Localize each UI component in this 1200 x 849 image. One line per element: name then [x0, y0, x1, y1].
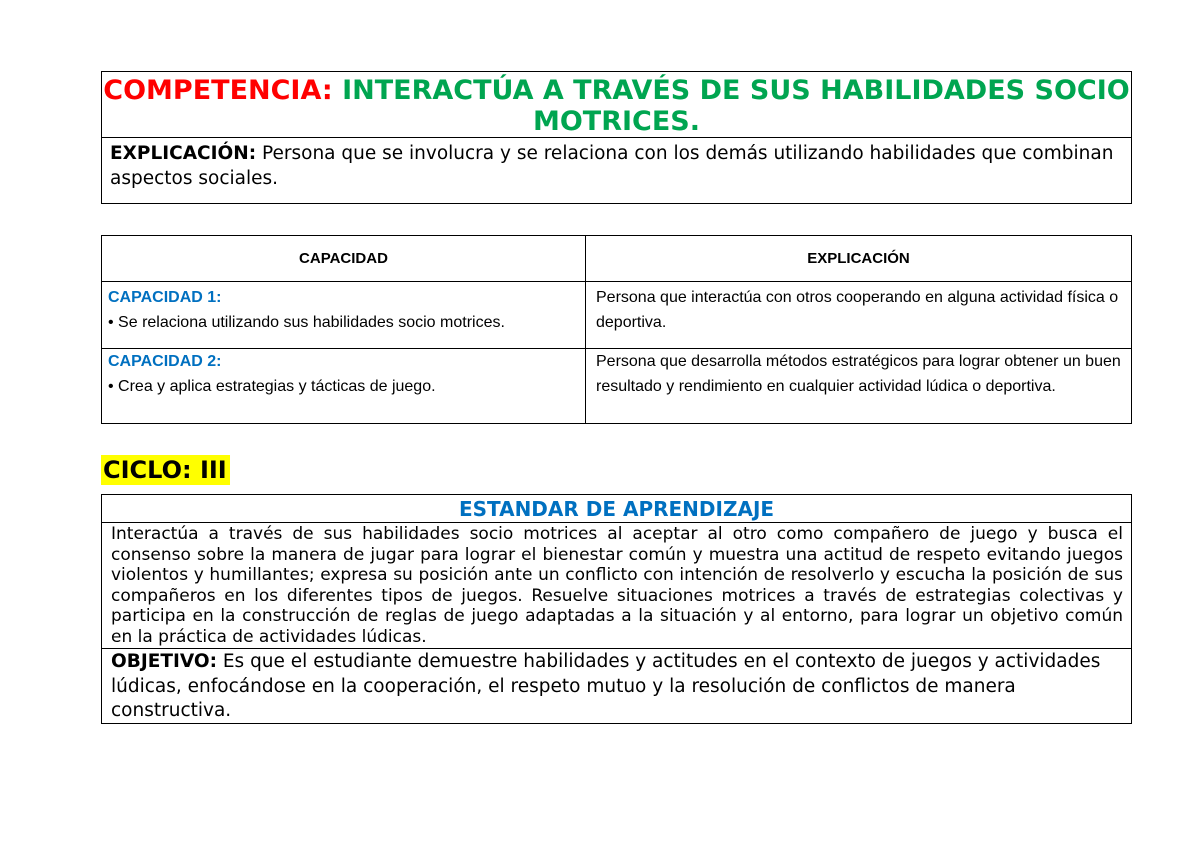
capacidad-title-2: CAPACIDAD 2:: [108, 353, 222, 370]
explicacion-label: EXPLICACIÓN:: [110, 143, 257, 164]
capacidad-cell-1: [102, 282, 586, 348]
estandar-text: Interactúa a través de sus habilidades socio motrices al aceptar al otro como compañero de juego y busca el consenso sobre la manera de jugar para lograr el bienestar común y muestra una actitud de respeto evitando juegos violentos y humillantes; expresa su posición ante un conflicto con intención de resolverlo y escucha la posición de sus compañeros en los diferentes tipos de juegos. Resuelve situaciones motrices a través de estrategias colectivas y participa en la construcción de reglas de juego adaptadas a la situación y al entorno, para lograr un objetivo común en la práctica de actividades lúdicas.: [102, 523, 1131, 649]
capacidades-table: [101, 235, 1132, 424]
capacidad-item-2: • Crea y aplica estrategias y tácticas de juego.: [108, 378, 436, 395]
capacidades-header-row: [102, 236, 1131, 282]
ciclo-label: CICLO: III: [101, 455, 230, 485]
competencia-title: INTERACTÚA A TRAVÉS DE SUS HABILIDADES SOCIO MOTRICES.: [342, 75, 1130, 137]
capacidad-title-1: CAPACIDAD 1:: [108, 289, 222, 306]
estandar-title: ESTANDAR DE APRENDIZAJE: [102, 495, 1131, 523]
competencia-explicacion: [102, 138, 1131, 203]
capacidad-explicacion-1: Persona que interactúa con otros cooperando en alguna actividad física o deportiva.: [596, 289, 1119, 331]
competencia-header: [102, 72, 1131, 138]
header-capacidad: CAPACIDAD: [102, 236, 586, 281]
objetivo-text: Es que el estudiante demuestre habilidades y actitudes en el contexto de juegos y actividades lúdicas, enfocándose en la cooperación, el respeto mutuo y la resolución de conflictos de manera constructiva.: [111, 651, 1101, 721]
competencia-table: [101, 71, 1132, 204]
competencia-label: COMPETENCIA:: [103, 75, 333, 106]
objetivo-label: OBJETIVO:: [111, 651, 217, 672]
header-explicacion: EXPLICACIÓN: [807, 250, 910, 267]
objetivo-cell: [102, 649, 1131, 723]
capacidad-cell-2: [102, 349, 586, 423]
estandar-table: [101, 494, 1132, 724]
capacidad-item-1: • Se relaciona utilizando sus habilidades socio motrices.: [108, 314, 505, 331]
capacidad-row-2: [102, 349, 1131, 423]
capacidad-explicacion-2: Persona que desarrolla métodos estratégicos para lograr obtener un buen resultado y rendimiento en cualquier actividad lúdica o deportiva.: [596, 353, 1121, 395]
explicacion-text: Persona que se involucra y se relaciona con los demás utilizando habilidades que combinan aspectos sociales.: [110, 143, 1114, 189]
capacidad-row-1: [102, 282, 1131, 349]
